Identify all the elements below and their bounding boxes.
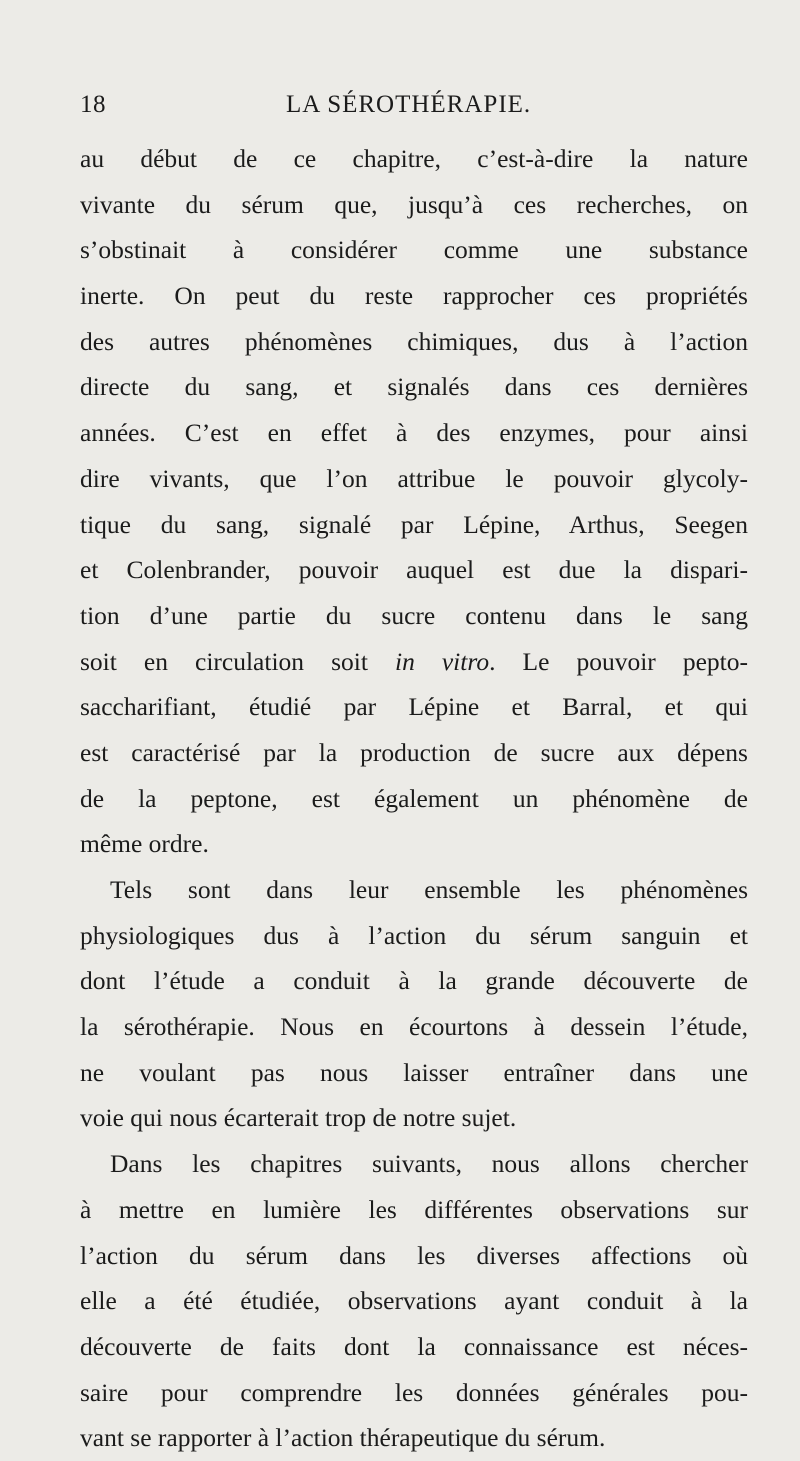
text-line: Tels sont dans leur ensemble les phénomènes bbox=[110, 875, 748, 904]
body-text bbox=[80, 136, 748, 1461]
italic-phrase: in vitro bbox=[394, 646, 490, 676]
text-line: saccharifiant, étudié par Lépine et Barral, et qui bbox=[80, 692, 748, 722]
text-line: l’action du sérum dans les diverses affections où bbox=[80, 1240, 748, 1270]
text-line: à mettre en lumière les différentes observations sur bbox=[80, 1194, 748, 1224]
running-title: LA SÉROTHÉRAPIE. bbox=[286, 91, 532, 118]
text-line: découverte de faits dont la connaissance est néces- bbox=[80, 1331, 748, 1361]
text-line: vivante du sérum que, jusqu’à ces recherches, on bbox=[80, 189, 748, 219]
text-line: vant se rapporter à l’action thérapeutique du sérum. bbox=[80, 1423, 606, 1453]
text-line: est caractérisé par la production de sucre aux dépens bbox=[80, 737, 748, 767]
text-line: au début de ce chapitre, c’est-à-dire la nature bbox=[80, 144, 748, 173]
text-line: inerte. On peut du reste rapprocher ces propriétés bbox=[80, 281, 748, 311]
text-line: physiologiques dus à l’action du sérum sanguin et bbox=[80, 920, 748, 950]
text-line: la sérothérapie. Nous en écourtons à dessein l’étude, bbox=[80, 1012, 748, 1042]
text-line: même ordre. bbox=[80, 829, 209, 859]
text-line bbox=[80, 639, 748, 685]
running-head bbox=[80, 88, 740, 122]
text-line: s’obstinait à considérer comme une substance bbox=[80, 235, 748, 265]
text-line: Dans les chapitres suivants, nous allons chercher bbox=[110, 1149, 748, 1179]
text-line: dire vivants, que l’on attribue le pouvoir glycoly- bbox=[80, 463, 748, 493]
text-line: années. C’est en effet à des enzymes, pour ainsi bbox=[80, 418, 748, 448]
text-segment: . Le pouvoir pepto- bbox=[489, 646, 748, 676]
page-number: 18 bbox=[80, 91, 106, 118]
text-line: des autres phénomènes chimiques, dus à l’action bbox=[80, 326, 748, 356]
text-segment: soit en circulation soit bbox=[80, 646, 395, 676]
text-line: et Colenbrander, pouvoir auquel est due la dispari- bbox=[80, 555, 748, 585]
text-line: voie qui nous écarterait trop de notre sujet. bbox=[80, 1103, 517, 1133]
text-line: dont l’étude a conduit à la grande découverte de bbox=[80, 966, 748, 996]
text-line: de la peptone, est également un phénomène de bbox=[80, 783, 748, 813]
text-line: directe du sang, et signalés dans ces dernières bbox=[80, 372, 748, 402]
text-line: tion d’une partie du sucre contenu dans le sang bbox=[80, 600, 748, 630]
text-line: tique du sang, signalé par Lépine, Arthus, Seegen bbox=[80, 509, 748, 539]
text-line: saire pour comprendre les données générales pou- bbox=[80, 1377, 748, 1407]
text-line: elle a été étudiée, observations ayant conduit à la bbox=[80, 1286, 748, 1316]
text-line: ne voulant pas nous laisser entraîner dans une bbox=[80, 1057, 748, 1087]
